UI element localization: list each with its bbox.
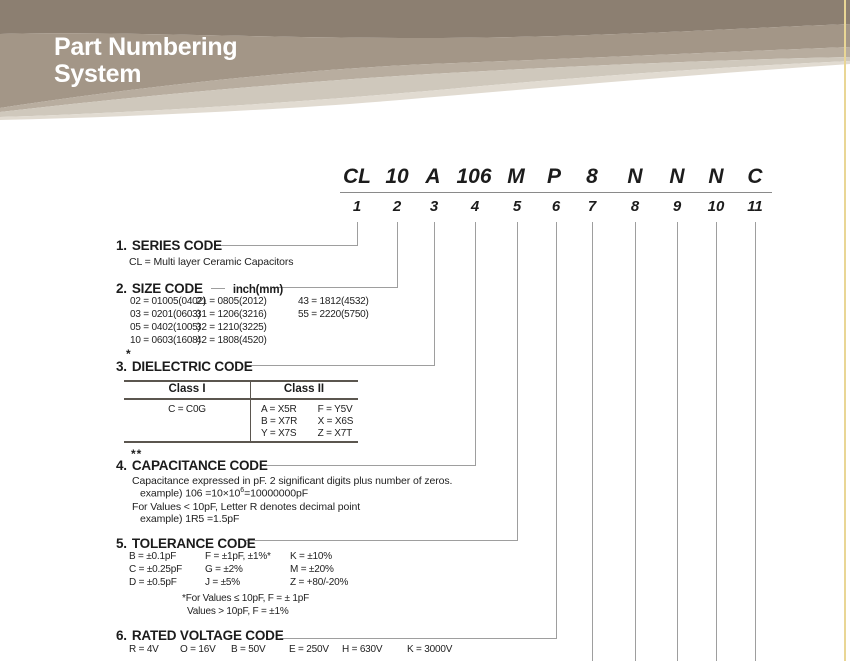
- dielectric-entry: Z = X7T: [317, 428, 353, 439]
- size-entry: 43 = 1812(4532): [298, 296, 369, 307]
- capacitance-desc-2: For Values < 10pF, Letter R denotes decimal point: [132, 501, 361, 513]
- size-entry: 32 = 1210(3225): [196, 322, 267, 333]
- part-code-1: CL: [343, 165, 371, 188]
- dielectric-table-bottom-border: [124, 441, 358, 443]
- connector-line-6-horizontal: [280, 638, 557, 639]
- part-code-9: N: [669, 165, 685, 188]
- section-dielectric-title: DIELECTRIC CODE: [131, 359, 253, 374]
- section-dielectric-header: [116, 359, 253, 374]
- section-voltage-number: 6.: [116, 628, 127, 643]
- dielectric-class2-row: [261, 404, 352, 415]
- position-number-9: 9: [672, 198, 682, 215]
- section-dielectric-number: 3.: [116, 359, 127, 374]
- connector-line-4-horizontal: [267, 465, 476, 466]
- dielectric-entry: F = Y5V: [317, 404, 353, 415]
- connector-line-1-horizontal: [218, 245, 358, 246]
- size-unit-label: inch(mm): [232, 284, 283, 296]
- position-number-6: 6: [551, 198, 561, 215]
- section-size-title: SIZE CODE: [131, 281, 203, 296]
- section-capacitance-header: [116, 458, 268, 473]
- size-entry: 03 = 0201(0603): [130, 309, 201, 320]
- tolerance-footnote-1: *For Values ≤ 10pF, F = ± 1pF: [182, 593, 309, 604]
- section-tolerance-number: 5.: [116, 536, 127, 551]
- part-code-6: P: [546, 165, 561, 188]
- size-header-dash: [211, 288, 225, 289]
- section-capacitance-title: CAPACITANCE CODE: [131, 458, 268, 473]
- connector-line-9-vertical: [677, 222, 678, 661]
- size-entry: 05 = 0402(1005): [130, 322, 201, 333]
- tolerance-entry: D = ±0.5pF: [129, 577, 177, 588]
- dielectric-table-column-divider: [250, 380, 251, 442]
- connector-line-2-horizontal: [272, 287, 398, 288]
- tolerance-entry: M = ±20%: [290, 564, 334, 575]
- voltage-entry: R = 4V: [129, 644, 159, 655]
- part-code-11: C: [747, 165, 763, 188]
- page-title: [54, 34, 237, 88]
- voltage-entry: K = 3000V: [407, 644, 453, 655]
- section-tolerance-header: [116, 536, 256, 551]
- tolerance-entry: B = ±0.1pF: [129, 551, 177, 562]
- section-series-header: [116, 238, 222, 253]
- size-entry: 42 = 1808(4520): [196, 335, 267, 346]
- section-capacitance-number: 4.: [116, 458, 127, 473]
- position-number-2: 2: [392, 198, 402, 215]
- dielectric-entry: Y = X7S: [261, 428, 297, 439]
- tolerance-entry: K = ±10%: [290, 551, 332, 562]
- part-code-10: N: [708, 165, 724, 188]
- connector-line-5-vertical: [517, 222, 518, 541]
- part-code-2: 10: [385, 165, 409, 188]
- page-edge-accent-line: [844, 0, 846, 661]
- connector-line-8-vertical: [635, 222, 636, 661]
- tolerance-entry: F = ±1pF, ±1%*: [205, 551, 271, 562]
- position-number-4: 4: [470, 198, 480, 215]
- capacitance-example-1: [140, 487, 308, 500]
- connector-line-4-vertical: [475, 222, 476, 466]
- dielectric-footnote-star: *: [126, 347, 132, 361]
- page-title-line2: System: [54, 60, 142, 88]
- position-number-8: 8: [630, 198, 640, 215]
- dielectric-table-header-border: [124, 398, 358, 400]
- series-note: CL = Multi layer Ceramic Capacitors: [129, 256, 294, 268]
- position-number-10: 10: [707, 198, 725, 215]
- section-voltage-header: [116, 628, 284, 643]
- capacitance-example-2: example) 1R5 =1.5pF: [140, 513, 240, 525]
- capacitance-example-1-pre: example) 106 =10×10: [140, 487, 241, 500]
- tolerance-footnote-2: Values > 10pF, F = ±1%: [187, 606, 289, 617]
- dielectric-table-top-border: [124, 380, 358, 382]
- section-series-number: 1.: [116, 238, 127, 253]
- dielectric-class2-row: [261, 428, 352, 439]
- part-number-underline: [340, 192, 772, 193]
- dielectric-entry: X = X6S: [317, 416, 354, 427]
- part-code-5: M: [507, 165, 525, 188]
- capacitance-example-1-post: =10000000pF: [244, 487, 309, 500]
- dielectric-class1-value: C = C0G: [168, 404, 206, 415]
- size-entry: 31 = 1206(3216): [196, 309, 267, 320]
- part-code-3: A: [425, 165, 441, 188]
- part-code-8: N: [627, 165, 643, 188]
- dielectric-class2-row: [261, 416, 353, 427]
- dielectric-class2-header: Class II: [283, 383, 325, 395]
- connector-line-7-vertical: [592, 222, 593, 661]
- connector-line-3-vertical: [434, 222, 435, 366]
- capacitance-example-1-exponent: 6: [240, 487, 245, 494]
- section-voltage-title: RATED VOLTAGE CODE: [131, 628, 284, 643]
- connector-line-1-vertical: [357, 222, 358, 246]
- section-size-header: [116, 281, 283, 296]
- voltage-entry: E = 250V: [289, 644, 329, 655]
- size-entry: 10 = 0603(1608): [130, 335, 201, 346]
- tolerance-entry: G = ±2%: [205, 564, 243, 575]
- voltage-entry: O = 16V: [180, 644, 216, 655]
- voltage-entry: B = 50V: [231, 644, 266, 655]
- connector-line-10-vertical: [716, 222, 717, 661]
- position-number-1: 1: [352, 198, 362, 215]
- section-tolerance-title: TOLERANCE CODE: [131, 536, 256, 551]
- tolerance-entry: J = ±5%: [205, 577, 240, 588]
- position-number-3: 3: [429, 198, 439, 215]
- connector-line-11-vertical: [755, 222, 756, 661]
- connector-line-3-horizontal: [246, 365, 435, 366]
- tolerance-entry: Z = +80/-20%: [290, 577, 349, 588]
- size-entry: 55 = 2220(5750): [298, 309, 369, 320]
- section-size-number: 2.: [116, 281, 127, 296]
- capacitance-desc-1: Capacitance expressed in pF. 2 significant digits plus number of zeros.: [132, 475, 453, 487]
- voltage-entry: H = 630V: [342, 644, 383, 655]
- dielectric-entry: A = X5R: [261, 404, 297, 415]
- size-entry: 02 = 01005(0402): [130, 296, 207, 307]
- page-title-line1: Part Numbering: [54, 33, 238, 61]
- capacitance-footnote-stars: **: [131, 447, 143, 461]
- size-entry: 21 = 0805(2012): [196, 296, 267, 307]
- position-number-11: 11: [747, 198, 763, 215]
- connector-line-2-vertical: [397, 222, 398, 288]
- position-number-7: 7: [587, 198, 597, 215]
- connector-line-5-horizontal: [246, 540, 518, 541]
- part-code-4: 106: [456, 165, 492, 188]
- connector-line-6-vertical: [556, 222, 557, 639]
- tolerance-entry: C = ±0.25pF: [129, 564, 183, 575]
- dielectric-class1-header: Class I: [168, 383, 206, 395]
- section-series-title: SERIES CODE: [131, 238, 222, 253]
- part-code-7: 8: [586, 165, 598, 188]
- position-number-5: 5: [512, 198, 522, 215]
- dielectric-entry: B = X7R: [261, 416, 298, 427]
